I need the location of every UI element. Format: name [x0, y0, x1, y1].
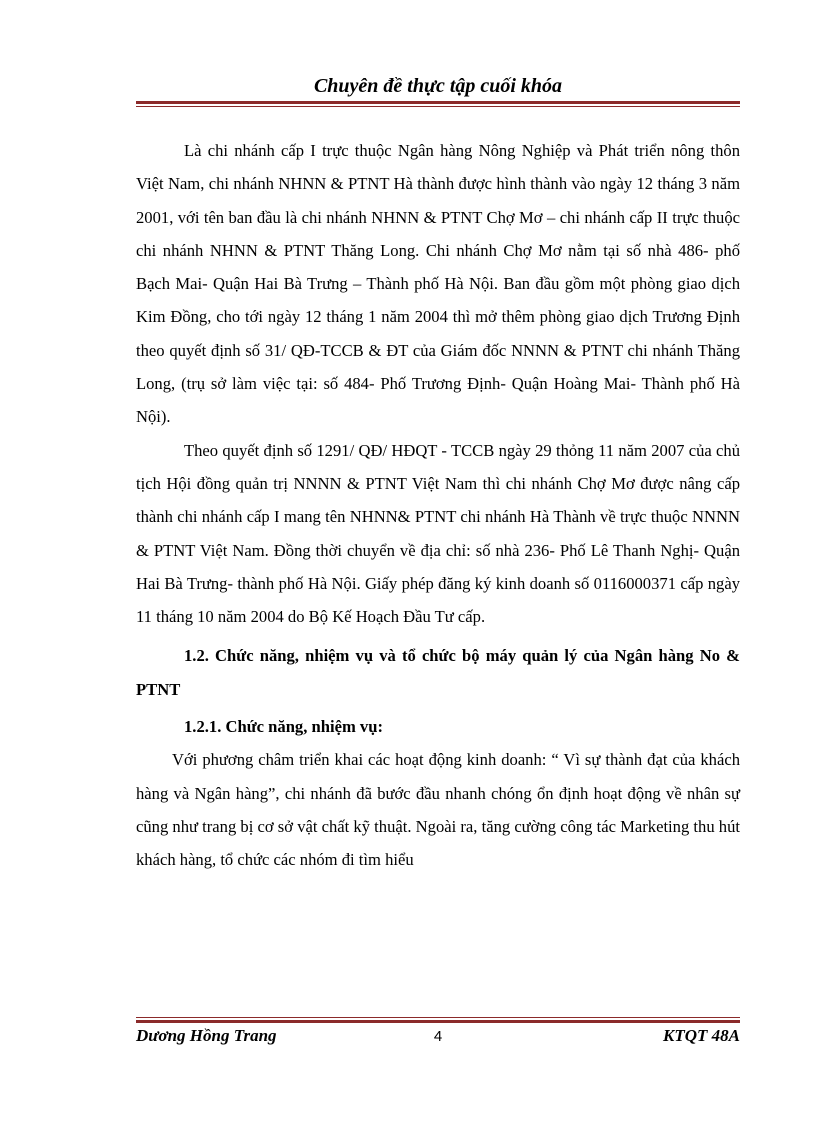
- subsection-heading: 1.2.1. Chức năng, nhiệm vụ:: [184, 717, 383, 737]
- header-rule-thin: [136, 106, 740, 107]
- footer-class-code: KTQT 48A: [663, 1026, 740, 1045]
- page-number: 4: [433, 1028, 443, 1045]
- footer-rule-thin: [136, 1017, 740, 1018]
- page-footer: [136, 1026, 740, 1050]
- paragraph-history: Là chi nhánh cấp I trực thuộc Ngân hàng Nông Nghiệp và Phát triển nông thôn Việt Nam, chi nhánh NHNN & PTNT Hà thành được hình thành vào ngày 12 tháng 3 năm 2001, với tên ban đầu là chi nhánh NHNN & PTNT Chợ Mơ – chi nhánh cấp II trực thuộc chi nhánh NHNN & PTNT Thăng Long. Chi nhánh Chợ Mơ nằm tại số nhà 486- phố Bạch Mai- Quận Hai Bà Trưng – Thành phố Hà Nội. Ban đầu gồm một phòng giao dịch Kim Đồng, cho tới ngày 12 tháng 1 năm 2004 thì mở thêm phòng giao dịch Trương Định theo quyết định số 31/ QĐ-TCCB & ĐT của Giám đốc NNNN & PTNT chi nhánh Thăng Long, (trụ sở làm việc tại: số 484- Phố Trương Định- Quận Hoàng Mai- Thành phố Hà Nội).: [136, 141, 740, 427]
- paragraph-upgrade: Theo quyết định số 1291/ QĐ/ HĐQT - TCCB ngày 29 thỏng 11 năm 2007 của chủ tịch Hội đồng quản trị NNNN & PTNT Việt Nam thì chi nhánh Chợ Mơ được nâng cấp thành chi nhánh cấp I mang tên NHNN& PTNT chi nhánh Hà Thành về trực thuộc NNNN & PTNT Việt Nam. Đồng thời chuyển về địa chỉ: số nhà 236- Phố Lê Thanh Nghị- Quận Hai Bà Trưng- thành phố Hà Nội. Giấy phép đăng ký kinh doanh số 0116000371 cấp ngày 11 tháng 10 năm 2004 do Bộ Kế Hoạch Đầu Tư cấp.: [136, 440, 740, 627]
- section-heading: 1.2. Chức năng, nhiệm vụ và tổ chức bộ máy quản lý của Ngân hàng No & PTNT: [136, 646, 740, 699]
- paragraph-functions: Với phương châm triển khai các hoạt động kinh doanh: “ Vì sự thành đạt của khách hàng và Ngân hàng”, chi nhánh đã bước đầu nhanh chóng ổn định hoạt động về nhân sự cũng như trang bị cơ sở vật chất kỹ thuật. Ngoài ra, tăng cường công tác Marketing thu hút khách hàng, tổ chức các nhóm đi tìm hiểu: [136, 750, 740, 870]
- page-header-title: Chuyên đề thực tập cuối khóa: [313, 75, 563, 97]
- header-rule-thick: [136, 101, 740, 104]
- footer-author: Dương Hồng Trang: [136, 1026, 277, 1045]
- footer-rule-thick: [136, 1020, 740, 1023]
- document-body: [136, 134, 740, 877]
